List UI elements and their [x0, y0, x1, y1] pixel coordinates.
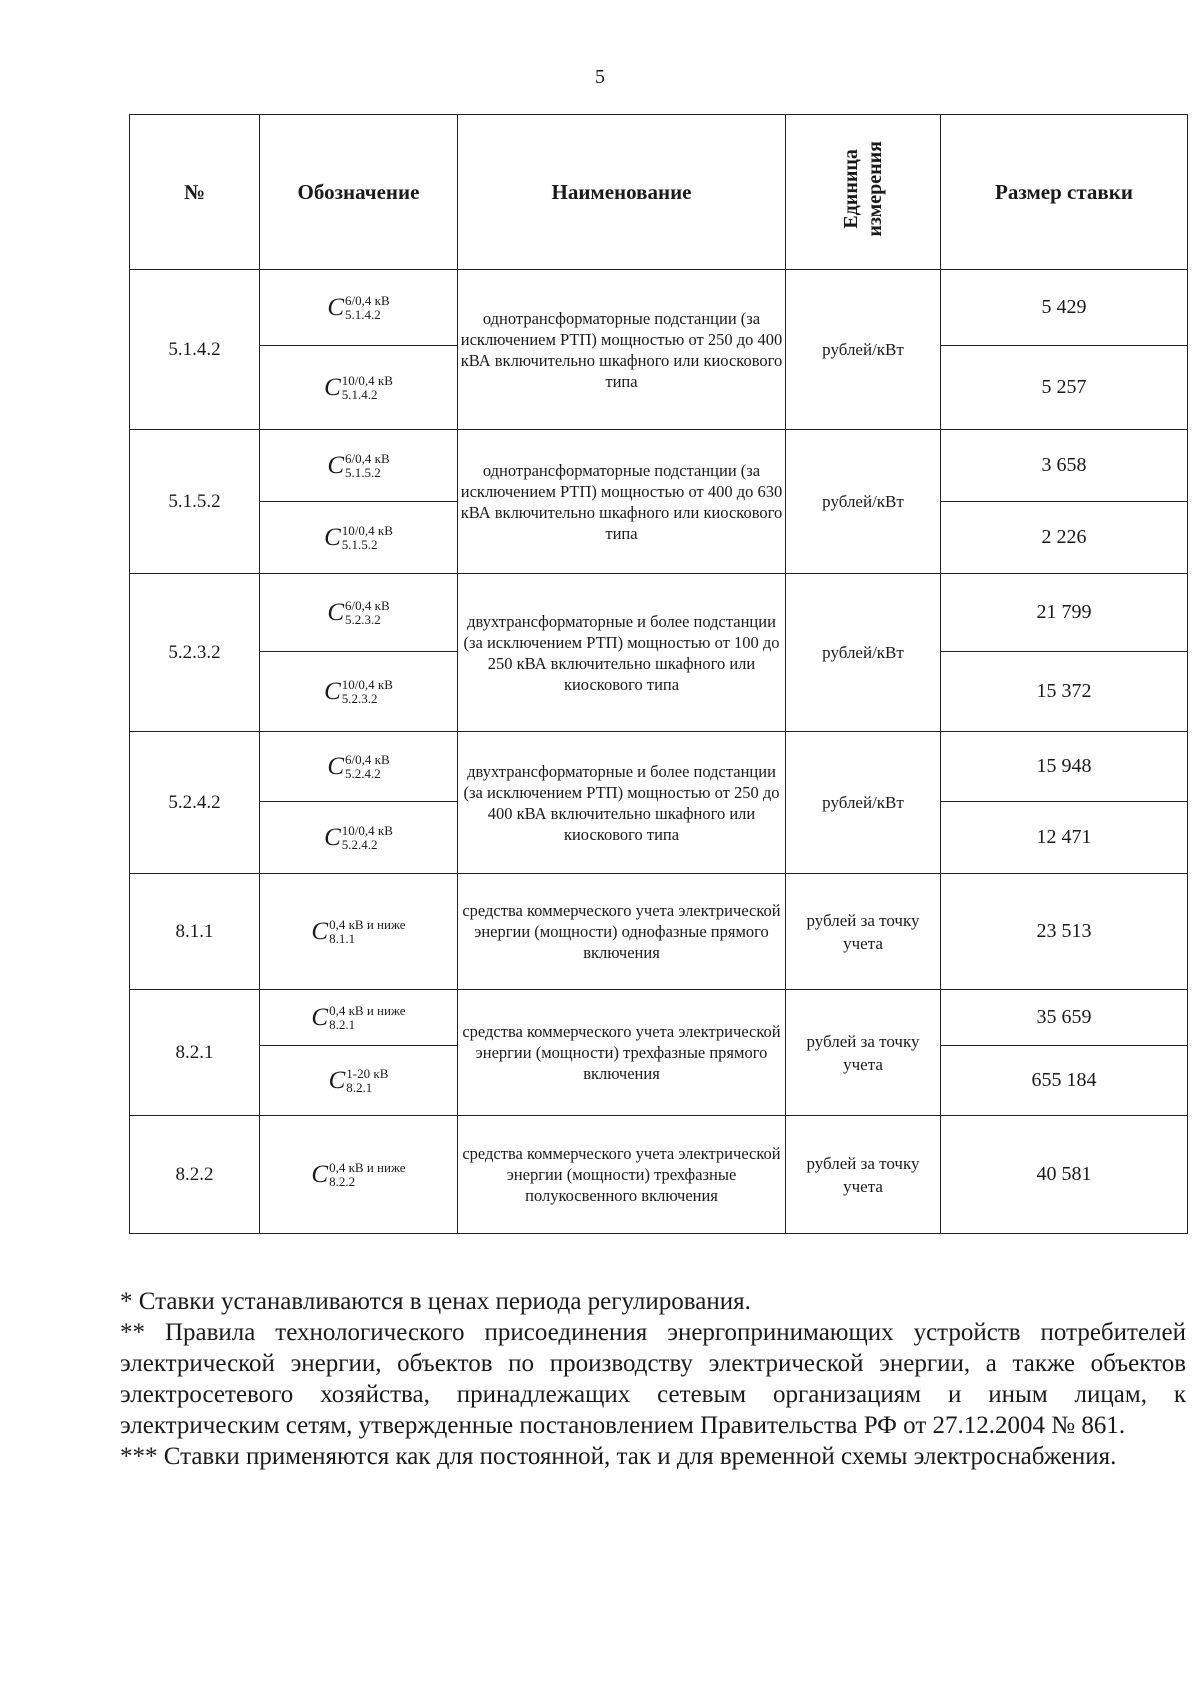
symbol-letter: C [311, 1160, 329, 1188]
table-row [130, 990, 1188, 1046]
table-row [130, 430, 1188, 502]
unit-cell: рублей за точку учета [786, 990, 941, 1116]
rate-symbol [329, 1067, 389, 1095]
row-number: 5.1.5.2 [130, 430, 260, 574]
symbol-subscript: 5.2.3.2 [345, 611, 381, 627]
header-unit-line2: измерения [864, 141, 886, 237]
row-number: 8.2.1 [130, 990, 260, 1116]
table-body [130, 270, 1188, 1234]
symbol-subscript: 8.2.2 [329, 1173, 356, 1189]
header-unit-line1: Единица [840, 149, 862, 229]
symbol-letter: C [324, 823, 341, 851]
symbol-letter: C [324, 523, 341, 551]
header-row [130, 115, 1188, 270]
symbol-superscript: 1-20 кВ [346, 1065, 389, 1081]
symbol-subscript: 5.1.5.2 [345, 464, 381, 480]
rate-value: 40 581 [941, 1116, 1188, 1234]
symbol-letter: C [327, 451, 345, 479]
header-designation: Обозначение [260, 115, 458, 270]
symbol-letter: C [311, 917, 329, 945]
symbol-letter: C [327, 752, 345, 780]
designation-cell [260, 574, 458, 652]
designation-cell [260, 1116, 458, 1234]
symbol-letter: C [327, 293, 345, 321]
unit-cell: рублей/кВт [786, 574, 941, 732]
rate-symbol [324, 524, 393, 552]
symbol-superscript: 6/0,4 кВ [345, 597, 390, 613]
header-unit [786, 115, 941, 270]
designation-cell [260, 346, 458, 430]
symbol-superscript: 0,4 кВ и ниже [329, 916, 406, 932]
rate-value: 23 513 [941, 874, 1188, 990]
rate-value: 2 226 [941, 502, 1188, 574]
rate-value: 5 257 [941, 346, 1188, 430]
rate-symbol [327, 294, 389, 322]
symbol-subscript: 5.2.4.2 [341, 836, 378, 852]
row-number: 5.1.4.2 [130, 270, 260, 430]
row-number: 8.2.2 [130, 1116, 260, 1234]
designation-cell [260, 430, 458, 502]
footnotes [120, 1286, 1186, 1472]
table-row [130, 732, 1188, 802]
symbol-letter: C [327, 598, 345, 626]
symbol-superscript: 6/0,4 кВ [345, 292, 390, 308]
symbol-superscript: 6/0,4 кВ [345, 450, 390, 466]
table-row [130, 574, 1188, 652]
symbol-letter: C [311, 1003, 329, 1031]
rate-symbol [324, 824, 393, 852]
row-number: 8.1.1 [130, 874, 260, 990]
item-name: средства коммерческого учета электрической энергии (мощности) трехфазные полукосвенного включения [458, 1116, 786, 1234]
rate-value: 3 658 [941, 430, 1188, 502]
rate-symbol [327, 599, 389, 627]
rate-value: 21 799 [941, 574, 1188, 652]
row-number: 5.2.3.2 [130, 574, 260, 732]
symbol-subscript: 5.1.4.2 [341, 386, 378, 402]
rate-symbol [327, 753, 389, 781]
footnote-3: *** Ставки применяются как для постоянной, так и для временной схемы электроснабжения. [120, 1443, 1117, 1470]
rate-symbol [311, 918, 405, 946]
symbol-subscript: 5.1.5.2 [341, 536, 378, 552]
table-row [130, 874, 1188, 990]
symbol-subscript: 8.1.1 [329, 930, 356, 946]
rates-table [129, 114, 1188, 1234]
item-name: двухтрансформаторные и более подстанции (за исключением РТП) мощностью от 100 до 250 кВА включительно шкафного или киоскового типа [458, 574, 786, 732]
symbol-letter: C [324, 373, 341, 401]
designation-cell [260, 802, 458, 874]
designation-cell [260, 652, 458, 732]
header-num: № [130, 115, 260, 270]
designation-cell [260, 1046, 458, 1116]
symbol-subscript: 5.2.3.2 [341, 690, 378, 706]
designation-cell [260, 732, 458, 802]
designation-cell [260, 874, 458, 990]
item-name: средства коммерческого учета электрической энергии (мощности) трехфазные прямого включения [458, 990, 786, 1116]
designation-cell [260, 990, 458, 1046]
row-number: 5.2.4.2 [130, 732, 260, 874]
symbol-superscript: 10/0,4 кВ [341, 676, 393, 692]
item-name: однотрансформаторные подстанции (за исключением РТП) мощностью от 250 до 400 кВА включительно шкафного или киоскового типа [458, 270, 786, 430]
rate-symbol [327, 452, 389, 480]
table-row [130, 270, 1188, 346]
rate-value: 5 429 [941, 270, 1188, 346]
rate-symbol [311, 1161, 405, 1189]
unit-cell: рублей за точку учета [786, 1116, 941, 1234]
unit-cell: рублей/кВт [786, 732, 941, 874]
symbol-letter: C [324, 677, 341, 705]
symbol-superscript: 10/0,4 кВ [341, 372, 393, 388]
unit-cell: рублей/кВт [786, 430, 941, 574]
symbol-subscript: 5.2.4.2 [345, 765, 381, 781]
footnote-1: * Ставки устанавливаются в ценах периода регулирования. [120, 1288, 751, 1315]
page-number: 5 [595, 66, 605, 88]
header-name: Наименование [458, 115, 786, 270]
rate-value: 655 184 [941, 1046, 1188, 1116]
rate-symbol [324, 678, 393, 706]
symbol-superscript: 10/0,4 кВ [341, 822, 393, 838]
rate-value: 12 471 [941, 802, 1188, 874]
symbol-subscript: 8.2.1 [346, 1079, 373, 1095]
designation-cell [260, 270, 458, 346]
item-name: двухтрансформаторные и более подстанции (за исключением РТП) мощностью от 250 до 400 кВА включительно шкафного или киоскового типа [458, 732, 786, 874]
item-name: однотрансформаторные подстанции (за исключением РТП) мощностью от 400 до 630 кВА включительно шкафного или киоскового типа [458, 430, 786, 574]
symbol-superscript: 10/0,4 кВ [341, 522, 393, 538]
symbol-superscript: 0,4 кВ и ниже [329, 1159, 406, 1175]
symbol-superscript: 6/0,4 кВ [345, 751, 390, 767]
designation-cell [260, 502, 458, 574]
header-rate: Размер ставки [941, 115, 1188, 270]
rate-symbol [324, 374, 393, 402]
rate-symbol [311, 1004, 405, 1032]
rate-value: 35 659 [941, 990, 1188, 1046]
table-row [130, 1116, 1188, 1234]
symbol-superscript: 0,4 кВ и ниже [329, 1002, 406, 1018]
item-name: средства коммерческого учета электрической энергии (мощности) однофазные прямого включения [458, 874, 786, 990]
unit-cell: рублей/кВт [786, 270, 941, 430]
rate-value: 15 372 [941, 652, 1188, 732]
symbol-subscript: 8.2.1 [329, 1016, 356, 1032]
rate-value: 15 948 [941, 732, 1188, 802]
symbol-subscript: 5.1.4.2 [345, 306, 381, 322]
symbol-letter: C [328, 1066, 346, 1094]
footnote-2: ** Правила технологического присоединения энергопринимающих устройств потребителей электрической энергии, объектов по производству электрической энергии, а также объектов электросетевого хозяйства, принадлежащих сетевым организациям и иным лицам, к электрическим сетям, утвержденные постановлением Правительства РФ от 27.12.2004 № 861. [120, 1319, 1186, 1439]
unit-cell: рублей за точку учета [786, 874, 941, 990]
